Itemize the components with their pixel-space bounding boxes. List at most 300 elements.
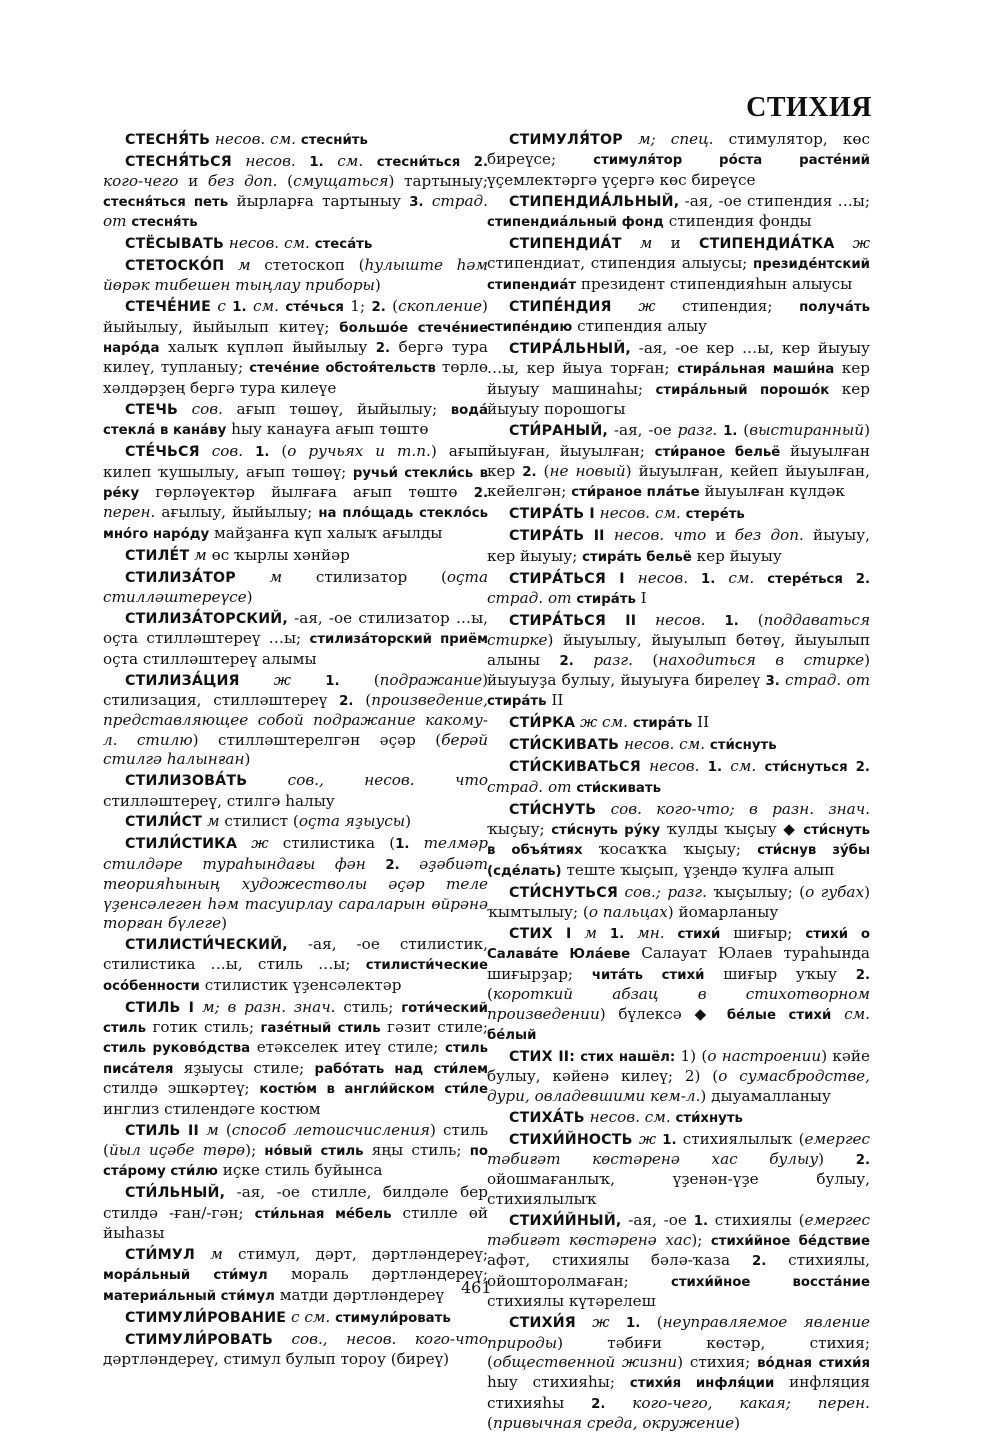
dictionary-entry — [487, 569, 870, 610]
bold-phrase: стихи́ о Салава́те Юла́еве — [487, 926, 870, 963]
bold-phrase: стесня́ться петь — [103, 194, 229, 210]
text-segment: ) стилләштерелгән әҫәр ( — [192, 730, 442, 749]
text-segment: ойошмағанлыҡ, үҙенән-үҙе булыу, стихиялылыҡ — [487, 1170, 870, 1208]
text-segment: стипендия; — [655, 296, 800, 315]
bold-phrase: чита́ть стихи́ — [591, 967, 705, 983]
italic-label: м — [235, 567, 283, 586]
text-segment: ) стилизация, стилләштереү — [103, 670, 488, 709]
text-segment: стихиялы, ойошторолмаған; — [487, 1251, 870, 1290]
bold-phrase: стесня́ть — [131, 215, 198, 231]
text-segment: шиғыр уҡыу — [704, 964, 856, 983]
bold-phrase: сти́льная ме́бель — [254, 1206, 392, 1222]
italic-label: несов. см. — [594, 504, 686, 523]
bold-phrase: бе́лый — [487, 1027, 537, 1043]
italic-label: ж — [611, 296, 656, 315]
bold-phrase: 2. — [751, 1254, 767, 1270]
bold-phrase: стира́ть — [632, 716, 693, 732]
text-segment: гөрләүектәр йылғаға ағып төштө — [139, 482, 474, 501]
text-segment: кер йыуыу порошогы — [487, 379, 870, 419]
italic-label: см. — [831, 1004, 870, 1023]
dictionary-entry — [487, 735, 870, 755]
text-segment: ( — [353, 690, 372, 709]
text-segment: -ая, -ое стилизатор …ы, оҫта стилләштереү …ы; — [103, 608, 488, 648]
italic-label: ж — [632, 1129, 663, 1148]
text-segment: -ая, -ое стилистик, стилистика …ы, стиль …ы; — [103, 934, 488, 974]
text-segment: ) стихия; — [677, 1352, 758, 1371]
dictionary-entry — [487, 1211, 870, 1312]
italic-label: см. — [722, 757, 765, 776]
italic-label: емергес тәбиғәт көстәренә хас булыу — [487, 1129, 870, 1168]
text-segment: стимул, дәрт, дәртләндереү; — [222, 1244, 488, 1263]
bold-phrase: стихи́йное бе́дствие — [710, 1234, 870, 1250]
bold-phrase: сти́хнуть — [675, 1110, 743, 1126]
dictionary-entry — [103, 935, 488, 996]
italic-label: ж — [239, 670, 326, 689]
headword: СТИМУЛЯ́ТОР — [509, 132, 623, 148]
text-segment: 1) ( — [675, 1046, 708, 1065]
text-segment: ҡулды ҡыҫыу ◆ — [660, 819, 804, 838]
dictionary-entry — [103, 1330, 488, 1370]
italic-label: несов. см. — [210, 130, 301, 148]
text-segment: ҡосаҡҡа ҡыҫыу; — [582, 840, 758, 859]
dictionary-entry — [487, 504, 870, 524]
dictionary-entry — [487, 713, 870, 733]
italic-label: ж — [834, 234, 871, 253]
italic-label: сов. — [178, 399, 223, 418]
italic-label: способ летоисчисления — [231, 1120, 430, 1139]
bold-phrase: стере́ть — [685, 507, 745, 523]
italic-label: әҙәбиәт теорияһының художестволы әҫәр теле үҙенсәлеген һәм тасуирлау сараларын өйрәнә торған бүлеге — [103, 854, 488, 932]
italic-label: м — [195, 1244, 223, 1263]
dictionary-entry — [487, 924, 870, 1045]
bold-phrase: стира́льный порошо́к — [655, 382, 830, 398]
headword: СТИРА́ТЬ I — [509, 506, 595, 523]
italic-label: о пальцах — [588, 903, 668, 922]
italic-label: м; в разн. знач. — [194, 997, 336, 1016]
headword: СТИЛИ́СТИКА — [125, 836, 238, 853]
text-segment: ҡыҫылыу; ( — [706, 882, 806, 901]
bold-phrase: рабо́тать над сти́лем — [314, 1061, 488, 1077]
dictionary-entry — [487, 526, 870, 567]
bold-phrase: стира́ть — [487, 694, 547, 710]
italic-label: емергес тәбиғәт көстәренә хас — [487, 1210, 870, 1250]
dictionary-entry — [487, 1130, 870, 1210]
italic-label: без доп. — [734, 526, 804, 545]
italic-label: несов. см. — [584, 1107, 676, 1126]
bold-phrase: на пло́щадь стекло́сь мно́го наро́ду — [103, 506, 488, 542]
text-segment: ) йыуылған, кейеп йыуылған, кейелгән; — [487, 462, 870, 501]
text-segment: стилист ( — [219, 812, 299, 831]
bold-phrase: стиль писа́теля — [103, 1041, 488, 1077]
dictionary-entry — [487, 192, 870, 233]
italic-label: см. — [246, 297, 286, 316]
text-segment: етәкселек итеү стиле; — [250, 1038, 445, 1057]
headword: СТИПЕ́НДИЯ — [509, 298, 612, 315]
italic-label: кого-чего — [103, 172, 179, 191]
bold-phrase: стира́ть бельё — [582, 549, 692, 565]
headword: СТИ́СКИВАТЬ — [509, 737, 620, 754]
text-segment: афәт, стихиялы бәлә-ҡаза — [487, 1251, 752, 1270]
text-segment: II — [546, 691, 564, 710]
headword: СТИХ I — [509, 925, 572, 942]
bold-phrase: 2. — [559, 653, 574, 669]
headword: СТЕТОСКО́П — [125, 257, 225, 274]
text-segment: II — [692, 713, 710, 732]
dictionary-entry — [103, 812, 488, 832]
text-segment: стилдә эшкәртеү; — [103, 1079, 260, 1098]
bold-phrase: сте́чься — [285, 300, 344, 316]
text-segment: стипендия алыу — [572, 317, 707, 336]
bold-phrase: сти́снуть в объя́тиях — [487, 822, 871, 859]
headword: СТИХИ́ЙНЫЙ, — [509, 1212, 622, 1229]
italic-label: сов. кого-что; в разн. знач. — [596, 799, 870, 818]
text-segment: ) — [374, 276, 381, 295]
bold-phrase: стимули́ровать — [335, 1310, 451, 1326]
text-segment: ) стиль ( — [103, 1120, 488, 1159]
italic-label: перен. — [103, 503, 156, 522]
bold-phrase: 1. — [255, 445, 270, 461]
text-segment: төрлө хәлдәрҙең бергә тура килеүе — [103, 358, 488, 397]
text-segment: йыуыу, кер йыуыу; — [487, 526, 871, 565]
italic-label: несов. — [231, 151, 310, 170]
dictionary-entry — [487, 757, 870, 798]
dictionary-entry — [487, 1047, 870, 1106]
text-segment: бергә тура килеү, тупланыу; — [103, 338, 488, 377]
headword: СТИ́МУЛ — [125, 1246, 196, 1263]
italic-label: сов.; разг. — [618, 882, 707, 901]
bold-phrase: 1. — [724, 613, 739, 629]
bold-phrase: стихи́я инфля́ции — [629, 1376, 775, 1392]
text-segment: ) ағып килеп ҡушылыу, ағып төшөү; — [103, 442, 488, 481]
headword: СТИМУЛИ́РОВАНИЕ — [125, 1309, 287, 1326]
bold-phrase: 1. — [232, 300, 247, 316]
italic-label: о сумасбродстве, дури, овладевшими кем-л. — [487, 1067, 871, 1105]
headword: СТЕ́ЧЬСЯ — [125, 444, 200, 461]
bold-phrase: но́вый стиль — [264, 1143, 364, 1159]
headword: СТИЛИ́СТ — [125, 814, 203, 831]
text-segment: -ая, -ое — [621, 1210, 694, 1229]
text-segment: яҙыусы стиле; — [173, 1058, 315, 1077]
text-segment: майҙанға күп халыҡ ағылды — [209, 523, 443, 542]
headword: СТИМУЛИ́РОВАТЬ — [125, 1331, 274, 1348]
bold-phrase: мора́льный сти́мул — [103, 1268, 268, 1284]
italic-label: м; спец. — [622, 130, 714, 148]
text-segment: ( — [632, 650, 659, 669]
headword: СТЕСНЯ́ТЬСЯ — [125, 153, 232, 170]
headword: СТИЛИСТИ́ЧЕСКИЙ, — [125, 936, 288, 953]
bold-phrase: 1. — [609, 926, 625, 942]
italic-label: несов. см. — [223, 234, 315, 253]
text-segment: ( — [738, 610, 764, 629]
italic-label: м — [621, 234, 653, 253]
italic-label: несов. см. — [619, 735, 710, 754]
text-segment: стилистика ( — [268, 834, 396, 853]
italic-label: страд. от — [103, 191, 488, 231]
headword: СТИЛИЗА́ТОРСКИЙ, — [125, 610, 288, 627]
headword: СТИЛИЗА́ЦИЯ — [125, 672, 240, 689]
bold-phrase: 3. — [409, 194, 424, 210]
dictionary-entry — [487, 421, 870, 503]
italic-label: без доп. — [207, 172, 278, 191]
headword: СТЕЧЕ́НИЕ — [125, 299, 211, 316]
bold-phrase: стих нашёл: — [575, 1049, 676, 1065]
page-number: 461 — [461, 1278, 492, 1297]
bold-phrase: 1. — [693, 1213, 709, 1229]
italic-label: привычная среда, окружение — [492, 1414, 735, 1433]
bold-phrase: стипендиа́льный фонд — [487, 215, 664, 231]
italic-label: о ручьях и т.п. — [287, 442, 431, 461]
italic-label: м — [189, 545, 207, 564]
text-segment: теште ҡыҫып, үҙеңдә ҡулға алып — [561, 860, 835, 879]
italic-label: мн. — [624, 923, 665, 942]
bold-phrase: сти́снуть ру́ку — [551, 822, 661, 838]
bold-phrase: во́дная стихи́я — [757, 1355, 871, 1371]
dictionary-entry — [487, 234, 870, 295]
headword: СТИ́СНУТЬ — [509, 801, 597, 818]
italic-label: м — [571, 923, 610, 942]
text-segment: ) тартыныу; — [388, 172, 488, 191]
text-segment: йыуылған кер — [487, 441, 870, 480]
headword: СТИ́ЛЬНЫЙ, — [125, 1185, 226, 1202]
headword: СТИРА́ТЬСЯ II — [509, 612, 637, 629]
text-segment: стилизатор ( — [282, 567, 447, 586]
bold-phrase: 1. — [395, 837, 410, 853]
italic-label: йыл иҫәбе төрө — [108, 1140, 246, 1159]
text-segment: стилләштереү, стилгә һалыу — [103, 791, 335, 810]
bold-phrase: 2. — [371, 300, 386, 316]
headword: СТИ́РАНЫЙ, — [509, 423, 608, 440]
headword: СТИЛЕ́Т — [125, 547, 190, 564]
italic-label: м — [198, 1120, 219, 1139]
dictionary-entry — [103, 1308, 488, 1328]
dictionary-entry — [487, 883, 870, 923]
italic-label: разг. — [677, 421, 718, 440]
italic-label: ж — [575, 1313, 626, 1332]
italic-label: общественной жизни — [492, 1352, 678, 1371]
italic-label: ж см. — [575, 713, 633, 732]
bold-phrase: 1. — [325, 673, 340, 689]
text-segment: стихиялылыҡ ( — [676, 1129, 805, 1148]
bold-phrase: 2. — [375, 341, 391, 357]
bold-phrase: вода́ стекла́ в кана́ву — [103, 402, 488, 439]
italic-label: находиться в стирке — [658, 650, 865, 669]
bold-phrase: 2. — [473, 485, 488, 501]
dictionary-entry — [103, 568, 488, 608]
italic-label: берәй стилгә һалынған — [103, 730, 488, 769]
italic-label: несов. — [636, 610, 725, 629]
text-segment: йыуылған күлдәк — [699, 482, 845, 501]
text-segment: кер йыуыу — [691, 546, 782, 565]
bold-phrase: сти́раное пла́тье — [571, 485, 700, 501]
dictionary-entry — [487, 800, 870, 882]
bold-phrase: сти́снуть — [709, 738, 777, 754]
bold-phrase: сти́снув зу́бы (сде́лать) — [487, 843, 870, 879]
text-segment: I — [635, 588, 647, 607]
text-segment: ) бүлексә ◆ — [599, 1004, 727, 1023]
text-segment: ) кәйе булыу, кәйенә килеү; 2) ( — [487, 1046, 871, 1086]
text-segment: стилле өй йыһазы — [103, 1203, 488, 1243]
dictionary-entry — [103, 130, 488, 150]
text-segment: ( — [269, 442, 288, 461]
bold-phrase: 1. — [662, 1132, 677, 1148]
italic-label: скопление — [398, 297, 483, 316]
italic-label: о настроении — [707, 1046, 822, 1065]
bold-phrase: 2. — [385, 857, 400, 873]
dictionary-entry — [103, 609, 488, 669]
text-segment: ) дыуамалланыу — [700, 1086, 831, 1105]
dictionary-entry — [103, 256, 488, 296]
italic-label: телмәр стилдәре тураһындағы фән — [103, 834, 488, 873]
headword: СТИ́СНУТЬСЯ — [509, 884, 619, 901]
bold-phrase: стилиза́торский приём — [309, 632, 488, 648]
bold-phrase: стира́льная маши́на — [677, 362, 835, 378]
text-segment: мораль дәртләндереү; — [267, 1265, 488, 1284]
text-segment: ( — [536, 462, 550, 480]
text-segment: стиль; — [335, 997, 402, 1016]
text-segment: оҫта стилләштереү алымы — [103, 649, 317, 668]
text-segment: ) — [244, 750, 251, 769]
bold-phrase: стече́ние обстоя́тельств — [249, 361, 436, 377]
running-head: СТИХИЯ — [746, 92, 872, 123]
text-segment: стипендиат, стипендия алыусы; — [487, 254, 754, 273]
bold-phrase: стилисти́ческие осо́бенности — [103, 958, 488, 994]
italic-label: смущаться — [293, 172, 389, 191]
text-segment: президент стипендияһын алыусы — [576, 274, 853, 293]
dictionary-entry — [103, 1121, 488, 1182]
text-segment: -ая, -ое стилле, билдәле бер стилдә -ған/-гән; — [103, 1183, 488, 1222]
text-segment: -ая, -ое — [607, 421, 678, 440]
text-segment: -ая, -ое стипендия …ы; — [679, 191, 870, 210]
text-segment: ( — [487, 1414, 493, 1433]
text-segment: ) йыуылыу, йыуылып бөтөү, йыуылып алыны — [487, 631, 870, 669]
bold-phrase: 2. — [339, 693, 354, 709]
bold-phrase: большо́е стече́ние наро́да — [103, 320, 488, 357]
text-segment: ) — [246, 587, 253, 606]
text-segment: инглиз стилендәге костюм — [103, 1099, 321, 1118]
dictionary-entry — [487, 130, 870, 190]
text-segment: ); — [691, 1231, 711, 1250]
italic-label: сов., несов. что — [247, 771, 488, 790]
dictionary-entry — [103, 297, 488, 398]
italic-label: короткий абзац в стихотворном произведении — [487, 985, 870, 1023]
italic-label: произведение, представляющее собой подражание какому-л. стилю — [103, 690, 488, 749]
text-segment: матди дәртләндереү — [274, 1285, 445, 1304]
text-segment: ҡыҫыу; — [487, 819, 552, 838]
left-column — [103, 130, 488, 1371]
text-segment: готик стиль; — [146, 1017, 261, 1036]
dictionary-entry — [103, 400, 488, 441]
text-segment — [665, 924, 678, 942]
italic-label: несов. — [624, 568, 702, 587]
bold-phrase: костю́м в англи́йском сти́ле — [259, 1082, 488, 1098]
text-segment: кер йыуыу машинаһы; — [487, 359, 870, 398]
bold-phrase: 2. — [855, 1152, 870, 1168]
italic-label: кого-чего, какая; перен. — [605, 1393, 870, 1412]
headword: СТИХА́ТЬ — [509, 1109, 585, 1126]
right-column — [487, 130, 870, 1435]
bold-phrase: стесни́ться 2. — [376, 154, 488, 170]
text-segment: и — [652, 234, 699, 253]
dictionary-entry — [487, 297, 870, 338]
italic-label: страд. от — [487, 777, 577, 796]
headword: СТИРА́ТЬ II — [509, 528, 605, 545]
text-segment: ( — [218, 1120, 232, 1139]
text-segment: стихиялы ( — [708, 1210, 805, 1229]
dictionary-entry — [487, 339, 870, 420]
bold-phrase: газе́тный стиль — [260, 1020, 381, 1036]
headword: СТИРА́ЛЬНЫЙ, — [509, 341, 631, 358]
bold-phrase: стере́ться 2. — [767, 571, 870, 587]
italic-label: не новый — [549, 462, 626, 480]
text-segment: ) йыуыуҙа булыу, йыуыуға бирелеү — [487, 650, 870, 690]
text-segment: ); — [245, 1140, 265, 1159]
text-segment: яңы стиль; — [363, 1140, 470, 1159]
text-segment: үҫемлектәргә үҫергә көс биреүсе — [487, 170, 756, 189]
italic-label: һулыште һәм йөрәк тибешен тыңлау приборы — [103, 255, 488, 295]
dictionary-entry — [103, 546, 488, 566]
headword: СТЕЧЬ — [125, 401, 179, 418]
text-segment: ағылыу, йыйылыу; — [155, 503, 319, 522]
bold-phrase: стихи́йное восста́ние — [670, 1274, 870, 1290]
italic-label: оҫта стилләштереүсе — [103, 567, 488, 606]
text-segment: стипендия фонды — [663, 212, 812, 231]
text-segment: ( — [277, 172, 294, 191]
text-segment: ( — [385, 297, 399, 316]
dictionary-entry — [103, 234, 488, 254]
dictionary-entry — [487, 611, 870, 712]
text-segment: стихиялы күтәрелеш — [487, 1292, 656, 1311]
italic-label: выстиранный — [749, 421, 865, 440]
headword: СТЕСНЯ́ТЬ — [125, 132, 211, 148]
text-segment: ) ҡымтылыу; ( — [487, 882, 870, 922]
text-segment: дәртләндереү, стимул булып тороу (биреү) — [103, 1349, 450, 1368]
bold-phrase: стесни́ть — [300, 133, 368, 148]
text-segment: ) — [221, 913, 228, 932]
text-segment: Салауат Юлаев тураһында шиғырҙар; — [487, 944, 870, 983]
italic-label: несов. — [640, 757, 708, 776]
bold-phrase: 1. — [625, 1316, 641, 1332]
bold-phrase: стихи́ — [677, 926, 721, 942]
bold-phrase: стиль руково́дства — [103, 1041, 251, 1057]
bold-phrase: 1. — [309, 154, 324, 170]
italic-label: поддаваться стирке — [487, 610, 870, 650]
italic-label: сов., несов. кого-что — [273, 1329, 488, 1348]
text-segment: ) йыуған, йыуылған; — [487, 421, 871, 460]
headword: СТИ́СКИВАТЬСЯ — [509, 759, 641, 776]
bold-phrase: сти́снуться 2. — [764, 760, 870, 776]
text-segment: өс ҡырлы хәнйәр — [206, 545, 350, 564]
bold-phrase: стеса́ть — [314, 237, 373, 253]
headword: СТИХИ́Я — [509, 1315, 576, 1332]
italic-label: с см. — [286, 1307, 336, 1326]
text-segment: стимулятор, көс биреүсе; — [487, 130, 870, 169]
text-segment: -ая, -ое кер …ы, кер йыуыу …ы, кер йыуа торған; — [487, 339, 870, 378]
bold-phrase: стира́ть — [576, 591, 636, 607]
italic-label: ж — [237, 834, 269, 853]
italic-label: несов. что — [604, 526, 707, 545]
bold-phrase: готи́ческий стиль — [103, 1000, 488, 1036]
text-segment: стетоскоп ( — [250, 255, 365, 274]
italic-label: сов. — [199, 442, 256, 461]
italic-label: разг. — [573, 650, 633, 669]
text-segment: и — [706, 526, 735, 545]
text-segment: һыу стихияһы; — [487, 1373, 630, 1392]
text-segment: ) тәбиғи көстәр, стихия; ( — [487, 1333, 870, 1371]
headword: СТИХ II: — [509, 1048, 576, 1065]
italic-label: см. — [323, 151, 377, 170]
bold-phrase: 1. — [723, 424, 738, 440]
text-segment: йырларға тартыныу — [228, 191, 410, 210]
